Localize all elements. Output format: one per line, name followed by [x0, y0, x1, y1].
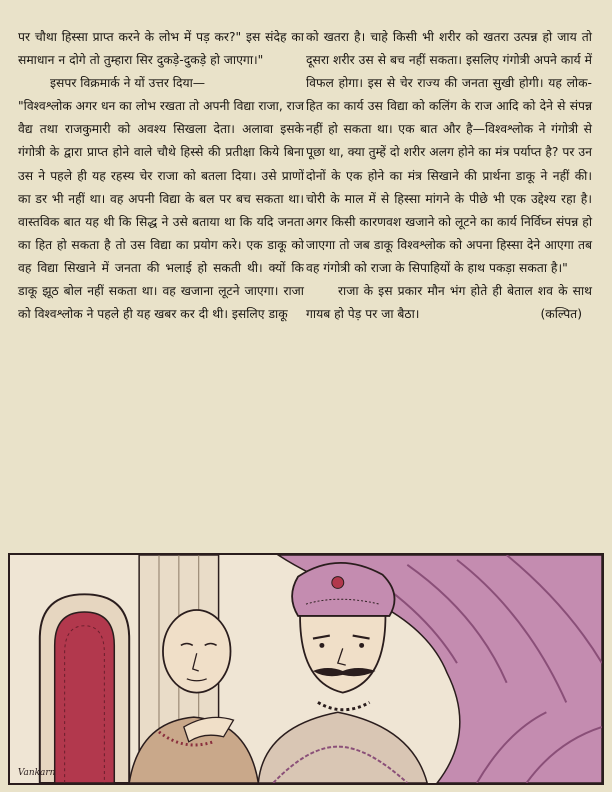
story-paragraph: राजा के इस प्रकार मौन भंग होते ही बेताल शव के साथ गायब हो पेड़ पर जा बैठा। — [306, 284, 592, 322]
story-paragraph: इसपर विक्रमार्क ने यों उत्तर दिया— — [50, 76, 206, 91]
story-column-right — [306, 26, 592, 326]
story-illustration — [8, 553, 604, 785]
illustration-drawing — [10, 555, 602, 783]
story-column-left — [18, 26, 304, 326]
story-credit: (कल्पित) — [540, 307, 582, 322]
arched-window — [40, 594, 129, 783]
story-paragraph: "विश्वश्लोक अगर धन का लोभ रखता तो अपनी विद्या राजा, राज वैद्य तथा राजकुमारी को अवश्य सिखला देता। अलावा इसके गंगोत्री के द्वारा प्राप्त होने वाले चौथे हिस्से की प्रतीक्षा किये बिना उस ने पहले ही यह रहस्य चेर राजा को बतला दिया। उसे प्राणों का डर भी नहीं था। वह अपनी विद्या के बल पर बच सकता था। वास्तविक बात यह थी कि सिद्ध ने उसे बताया था कि यदि जनता का हित हो सकता है तो उस विद्या का प्रयोग करे। एक डाकू को वह विद्या सिखाने में जनता की भलाई हो सकती थी। क्यों कि डाकू झूठ बोल नहीं सकता था। वह खजाना लूटने जाएगा। राजा को विश्वश्लोक ने पहले ही यह खबर कर दी थी। इसलिए डाकू — [18, 99, 304, 322]
story-paragraph: को खतरा है। चाहे किसी भी शरीर को खतरा उत्पन्न हो जाय तो दूसरा शरीर उस से बच नहीं सकता। इसलिए गंगोत्री अपने कार्य में विफल होगा। इस से चेर राज्य की जनता सुखी होगी। यह लोक-हित का कार्य उस विद्या को कलिंग के राज आदि को देने से संपन्न नहीं हो सकता था। एक बात और है—विश्वश्लोक ने गंगोत्री से पूछा था, क्या तुम्हें दो शरीर अलग होने का मंत्र पर्याप्त है? पर उन दोनों के एक होने का मंत्र सिखाने की प्रार्थना डाकू ने नहीं की। चोरी के माल में से हिस्सा मांगने के पीछे भी एक उद्देश्य रहा है। अगर किसी कारणवश खजाने को लूटने का कार्य निर्विघ्न संपन्न हो जाएगा तो जब डाकू विश्वश्लोक को अपना हिस्सा देने आएगा तब वह गंगोत्री को राजा के सिपाहियों के हाथ पकड़ा सकता है।" — [306, 30, 592, 275]
artist-signature: Vankarn — [17, 768, 56, 779]
story-paragraph: पर चौथा हिस्सा प्राप्त करने के लोभ में पड़ कर?" इस संदेह का समाधान न दोगे तो तुम्हारा सिर दुकड़े-दुकड़े हो जाएगा।" — [18, 30, 304, 68]
